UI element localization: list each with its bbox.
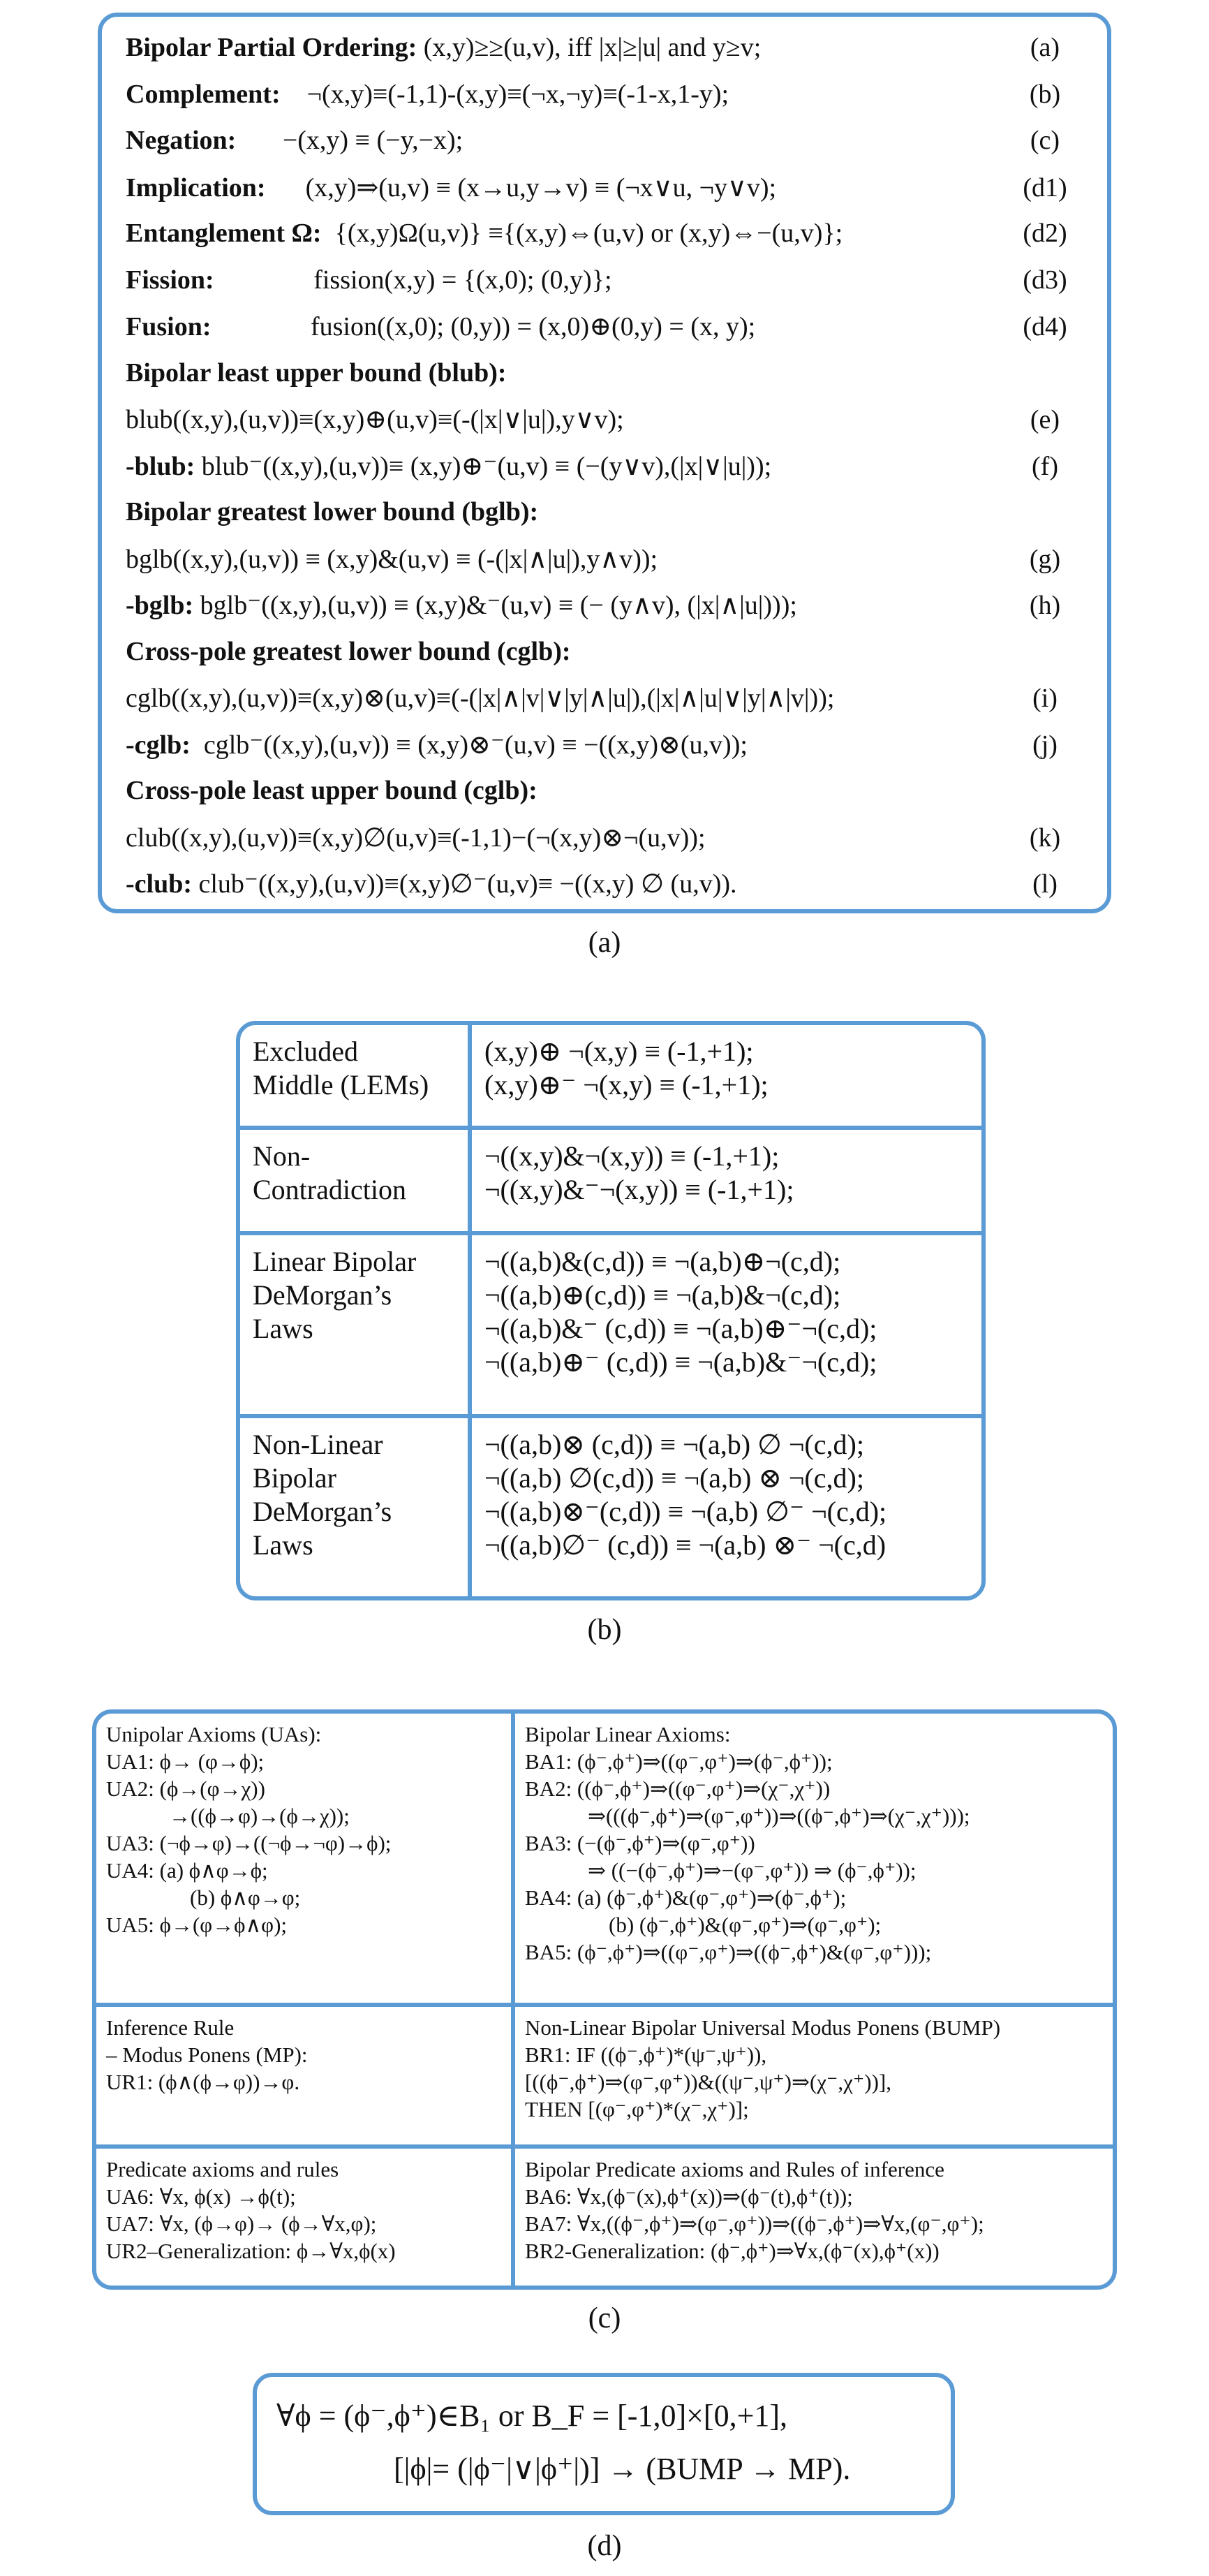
definition-formula: blub((x,y),(u,v))≡(x,y)⊕(u,v)≡(-(|x|∨|u|),y∨v); [126, 405, 624, 434]
definition-formula: cglb((x,y),(u,v))≡(x,y)⊗(u,v)≡(-(|x|∧|v|∨|y|∧|u|),(|x|∧|u|∨|y|∧|v|)); [126, 684, 835, 713]
definition-label: Implication: [126, 172, 266, 203]
bipolar-line: BA3: (−(ϕ⁻,ϕ⁺)⇒(φ⁻,φ⁺)) [525, 1831, 755, 1855]
law-name-line: Linear Bipolar [253, 1245, 417, 1277]
law-name-line: Excluded [253, 1036, 359, 1067]
law-name-line: DeMorgan’s [253, 1495, 392, 1527]
definition-formula: Bipolar least upper bound (blub): [126, 358, 507, 388]
axiom-row [96, 2005, 1113, 2147]
definition-formula: club⁻((x,y),(u,v))≡(x,y)∅⁻(u,v)≡ −((x,y) ∅ (u,v)). [192, 869, 737, 899]
bipolar-line: BA4: (a) (ϕ⁻,ϕ⁺)&(φ⁻,φ⁺)⇒(ϕ⁻,ϕ⁺); [525, 1885, 847, 1910]
axiom-row [96, 1714, 1113, 2005]
bipolar-line: ⇒(((ϕ⁻,ϕ⁺)⇒(φ⁻,φ⁺))⇒((ϕ⁻,ϕ⁺)⇒(χ⁻,χ⁺))); [588, 1804, 970, 1828]
definition-formula: Bipolar greatest lower bound (bglb): [126, 497, 539, 527]
definition-row [126, 172, 1083, 219]
definition-formula: (x,y)⇒(u,v) ≡ (x→u,y→v) ≡ (¬x∨u, ¬y∨v); [265, 172, 777, 203]
law-name-line: Bipolar [253, 1462, 336, 1494]
unipolar-line: – Modus Ponens (MP): [106, 2042, 308, 2067]
panel-d-bump-statement [253, 2373, 955, 2515]
equation-tag: (g) [1029, 544, 1061, 574]
unipolar-cell [96, 2005, 513, 2147]
bipolar-line: BA6: ∀x,(ϕ⁻(x),ϕ⁺(x))⇒(ϕ⁻(t),ϕ⁺(t)); [525, 2184, 853, 2209]
unipolar-line: UR2–Generalization: ϕ→∀x,ϕ(x) [106, 2238, 396, 2263]
law-formula-line: ¬((a,b)⊕⁻ (c,d)) ≡ ¬(a,b)&⁻¬(c,d); [484, 1346, 877, 1378]
definition-formula: bglb⁻((x,y),(u,v)) ≡ (x,y)&⁻(u,v) ≡ (− (y∧v), (|x|∧|u|))); [193, 591, 797, 620]
definition-row [126, 682, 1083, 729]
unipolar-line: UA2: (ϕ→(φ→χ)) [106, 1776, 265, 1801]
law-formula-line: ¬((a,b)∅⁻ (c,d)) ≡ ¬(a,b) ⊗⁻ ¬(c,d) [484, 1529, 887, 1561]
equation-tag: (b) [1029, 79, 1061, 109]
definition-row [126, 265, 1083, 311]
definition-row [126, 218, 1083, 265]
definition-formula: Cross-pole least upper bound (cglb): [126, 776, 537, 805]
bipolar-line: BA2: ((ϕ⁻,ϕ⁺)⇒((φ⁻,φ⁺)⇒(χ⁻,χ⁺)) [525, 1776, 831, 1801]
definition-row [126, 79, 1083, 126]
law-name-line: Laws [253, 1312, 313, 1344]
bipolar-line: Bipolar Linear Axioms: [525, 1722, 731, 1746]
law-name-line: Non-Linear [253, 1428, 383, 1460]
law-formula-line: ¬((x,y)&¬(x,y)) ≡ (-1,+1); [484, 1140, 780, 1172]
unipolar-line: Predicate axioms and rules [106, 2156, 339, 2181]
caption-d: (d) [587, 2530, 622, 2562]
definition-label: Fission: [126, 265, 214, 295]
law-formula-line: ¬((a,b)&⁻ (c,d)) ≡ ¬(a,b)⊕⁻¬(c,d); [484, 1312, 877, 1344]
law-formula-cell [470, 1416, 981, 1596]
law-row [240, 1128, 981, 1233]
bipolar-line: BA7: ∀x,((ϕ⁻,ϕ⁺)⇒(φ⁻,φ⁺))⇒((ϕ⁻,ϕ⁺)⇒∀x,(φ⁻,φ⁺); [525, 2211, 984, 2236]
bipolar-line: (b) (ϕ⁻,ϕ⁺)&(φ⁻,φ⁺)⇒(φ⁻,φ⁺); [609, 1913, 882, 1937]
definition-formula: ¬(x,y)≡(-1,1)-(x,y)≡(¬x,¬y)≡(-1-x,1-y); [280, 79, 729, 109]
unipolar-line: Unipolar Axioms (UAs): [106, 1722, 322, 1746]
definition-label: Complement: [126, 79, 281, 109]
definition-formula: Cross-pole greatest lower bound (cglb): [126, 636, 571, 666]
equation-tag: (k) [1029, 823, 1061, 853]
unipolar-line: →((ϕ→φ)→(ϕ→χ)); [169, 1804, 350, 1828]
definition-formula: club((x,y),(u,v))≡(x,y)∅(u,v)≡(-1,1)−(¬(x,y)⊗¬(u,v)); [126, 823, 706, 853]
law-name-line: Non- [253, 1140, 311, 1172]
equation-tag: (j) [1032, 730, 1058, 760]
equation-tag: (d3) [1023, 265, 1067, 295]
definition-formula: cglb⁻((x,y),(u,v)) ≡ (x,y)⊗⁻(u,v) ≡ −((x,y)⊗(u,v)); [190, 730, 748, 760]
bipolar-line: Bipolar Predicate axioms and Rules of inference [525, 2156, 944, 2181]
unipolar-line: UA7: ∀x, (ϕ→φ)→ (ϕ→∀x,φ); [106, 2211, 377, 2236]
equation-tag: (d4) [1023, 312, 1067, 341]
equation-tag: (d2) [1023, 219, 1067, 248]
definition-formula: (x,y)≥≥(u,v), iff |x|≥|u| and y≥v; [417, 33, 762, 62]
unipolar-cell [96, 2147, 513, 2286]
definition-row [126, 822, 1083, 869]
bipolar-line: BA1: (ϕ⁻,ϕ⁺)⇒((φ⁻,φ⁺)⇒(ϕ⁻,ϕ⁺)); [525, 1749, 833, 1774]
bump-line-2: [|ϕ|= (|ϕ⁻|∨|ϕ⁺|)] → (BUMP → MP). [394, 2452, 851, 2486]
bipolar-line: THEN [(φ⁻,φ⁺)*(χ⁻,χ⁺)]; [525, 2096, 749, 2121]
unipolar-line: UA3: (¬ϕ→φ)→((¬ϕ→¬φ)→ϕ); [106, 1831, 392, 1855]
unipolar-line: UR1: (ϕ∧(ϕ→φ))→φ. [106, 2069, 300, 2094]
definition-row [126, 311, 1083, 358]
definition-formula: bglb((x,y),(u,v)) ≡ (x,y)&(u,v) ≡ (-(|x|∧|u|),y∧v)); [126, 544, 658, 574]
law-name-cell [240, 1416, 470, 1596]
law-name-cell [240, 1025, 470, 1128]
definition-row [126, 589, 1083, 636]
law-row [240, 1233, 981, 1416]
equation-tag: (h) [1029, 591, 1061, 620]
law-name-line: DeMorgan’s [253, 1279, 392, 1311]
law-formula-line: ¬((a,b)⊗⁻(c,d)) ≡ ¬(a,b) ∅⁻ ¬(c,d); [484, 1495, 887, 1527]
bipolar-line: [((ϕ⁻,ϕ⁺)⇒(φ⁻,φ⁺))&((ψ⁻,ψ⁺)⇒(χ⁻,χ⁺))], [525, 2069, 891, 2094]
unipolar-line: UA4: (a) ϕ∧φ→ϕ; [106, 1858, 268, 1883]
law-formula-line: ¬((a,b)⊕(c,d)) ≡ ¬(a,b)&¬(c,d); [484, 1279, 841, 1311]
definition-label: Negation: [126, 126, 237, 155]
definition-formula: fission(x,y) = {(x,0); (0,y)}; [214, 265, 612, 295]
law-name-cell [240, 1233, 470, 1416]
law-formula-cell [470, 1025, 981, 1128]
definition-formula: −(x,y) ≡ (−y,−x); [236, 126, 463, 155]
definition-formula: blub⁻((x,y),(u,v))≡ (x,y)⊕⁻(u,v) ≡ (−(y∨v),(|x|∨|u|)); [195, 451, 772, 481]
law-formula-cell [470, 1233, 981, 1416]
definition-label: Bipolar Partial Ordering: [126, 33, 417, 62]
equation-tag: (l) [1032, 869, 1058, 899]
law-formula-cell [470, 1128, 981, 1233]
law-formula-line: (x,y)⊕ ¬(x,y) ≡ (-1,+1); [484, 1036, 754, 1067]
bipolar-line: BR1: IF ((ϕ⁻,ϕ⁺)*(ψ⁻,ψ⁺)), [525, 2042, 767, 2067]
caption-a: (a) [588, 927, 621, 959]
law-formula-line: ¬((x,y)&⁻¬(x,y)) ≡ (-1,+1); [484, 1174, 794, 1206]
definition-row [126, 358, 1083, 404]
law-formula-line: ¬((a,b)⊗ (c,d)) ≡ ¬(a,b) ∅ ¬(c,d); [484, 1428, 864, 1460]
law-formula-line: ¬((a,b) ∅(c,d)) ≡ ¬(a,b) ⊗ ¬(c,d); [484, 1462, 864, 1494]
definition-formula: fusion((x,0); (0,y)) = (x,0)⊕(0,y) = (x, y); [211, 312, 756, 341]
axioms-table [96, 1714, 1113, 2286]
law-name-line: Contradiction [253, 1174, 406, 1206]
law-formula-line: (x,y)⊕⁻ ¬(x,y) ≡ (-1,+1); [484, 1069, 769, 1101]
bump-line-1: ∀ϕ = (ϕ⁻,ϕ⁺)∈B₁ or B_F = [-1,0]×[0,+1], [276, 2399, 788, 2433]
definition-label: Entanglement Ω: [126, 219, 322, 248]
unipolar-line: UA6: ∀x, ϕ(x) →ϕ(t); [106, 2184, 296, 2209]
unipolar-line: (b) ϕ∧φ→φ; [190, 1885, 301, 1910]
definition-row [126, 543, 1083, 590]
bipolar-cell [513, 2005, 1113, 2147]
unipolar-line: Inference Rule [106, 2015, 235, 2040]
definition-row [126, 868, 1083, 915]
laws-table [240, 1025, 981, 1596]
equation-tag: (i) [1032, 684, 1058, 713]
definition-row [126, 404, 1083, 450]
law-row [240, 1025, 981, 1128]
equation-tag: (e) [1030, 405, 1060, 434]
definition-label: -bglb: [126, 591, 194, 620]
definition-label: Fusion: [126, 312, 212, 341]
bipolar-cell [513, 1714, 1113, 2005]
equation-tag: (c) [1030, 126, 1060, 155]
panel-b-laws-table [236, 1021, 986, 1600]
definition-row [126, 125, 1083, 172]
definition-row [126, 775, 1083, 822]
bipolar-line: BR2-Generalization: (ϕ⁻,ϕ⁺)⇒∀x,(ϕ⁻(x),ϕ⁺(x)) [525, 2238, 940, 2263]
panel-c-axioms-table [92, 1709, 1117, 2290]
law-name-line: Laws [253, 1529, 313, 1561]
definition-label: -cglb: [126, 730, 191, 760]
definition-row [126, 32, 1083, 79]
law-formula-line: ¬((a,b)&(c,d)) ≡ ¬(a,b)⊕¬(c,d); [484, 1245, 841, 1277]
bipolar-cell [513, 2147, 1113, 2286]
equation-tag: (d1) [1023, 172, 1067, 203]
definition-row [126, 450, 1083, 497]
law-name-cell [240, 1128, 470, 1233]
bipolar-line: ⇒ ((−(ϕ⁻,ϕ⁺)⇒−(φ⁻,φ⁺)) ⇒ (ϕ⁻,ϕ⁺)); [588, 1858, 917, 1883]
unipolar-cell [96, 1714, 513, 2005]
definition-row [126, 729, 1083, 776]
unipolar-line: UA5: ϕ→(φ→ϕ∧φ); [106, 1913, 288, 1937]
law-name-line: Middle (LEMs) [253, 1069, 429, 1101]
caption-c: (c) [588, 2302, 621, 2334]
definition-formula: {(x,y)Ω(u,v)} ≡{(x,y)⇔(u,v) or (x,y)⇔−(u,v)}; [321, 219, 843, 248]
equation-tag: (f) [1032, 451, 1058, 481]
equation-tag: (a) [1030, 33, 1060, 62]
law-row [240, 1416, 981, 1596]
definition-label: -club: [126, 869, 192, 899]
unipolar-line: UA1: ϕ→ (φ→ϕ); [106, 1749, 265, 1774]
panel-a-definitions [98, 13, 1111, 913]
caption-b: (b) [587, 1614, 622, 1646]
definition-row [126, 636, 1083, 683]
bipolar-line: BA5: (ϕ⁻,ϕ⁺)⇒((φ⁻,φ⁺)⇒((ϕ⁻,ϕ⁺)&(φ⁻,φ⁺))); [525, 1940, 932, 1964]
axiom-row [96, 2147, 1113, 2286]
definition-row [126, 496, 1083, 543]
definition-label: -blub: [126, 451, 195, 481]
bipolar-line: Non-Linear Bipolar Universal Modus Ponens (BUMP) [525, 2015, 1001, 2040]
